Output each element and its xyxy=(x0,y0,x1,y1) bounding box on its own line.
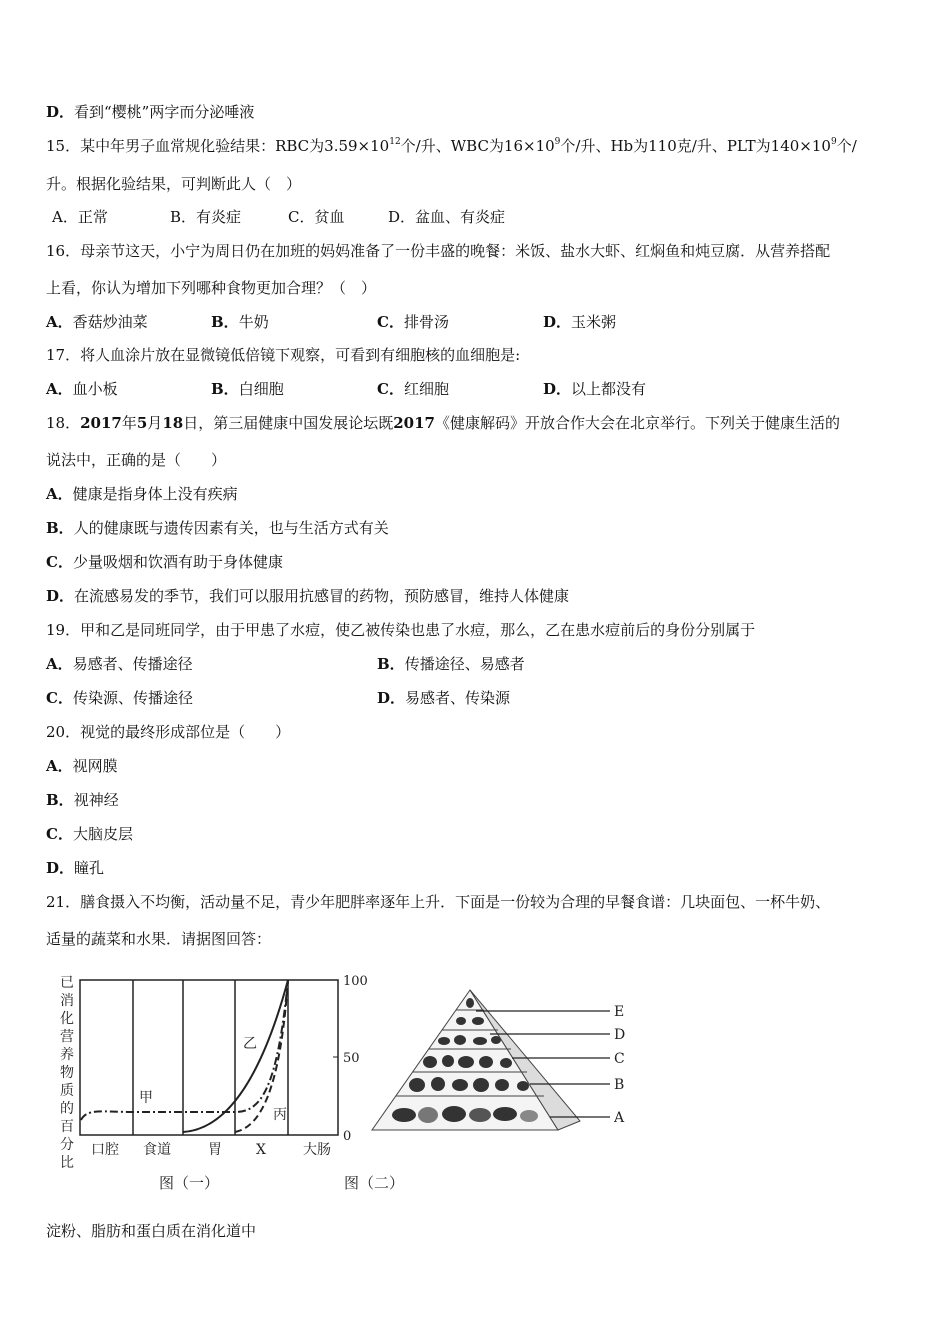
q18-year: 2017 xyxy=(80,414,122,432)
q18-option-b xyxy=(46,518,389,538)
figure-2-food-pyramid xyxy=(330,978,640,1198)
q20-option-c xyxy=(46,824,133,844)
x-label-stomach: 胃 xyxy=(208,1142,222,1158)
option-letter: D． xyxy=(377,689,406,707)
y-label-char: 物 xyxy=(60,1065,74,1081)
q18-text-4: 《健康解码》开放合作大会在北京举行。下列关于健康生活的 xyxy=(434,414,840,432)
grape-icon xyxy=(495,1079,509,1091)
fruit-icon xyxy=(409,1078,425,1092)
fruit-icon xyxy=(442,1055,454,1067)
q16-option-b xyxy=(211,312,269,332)
x-label-large-intestine: 大肠 xyxy=(303,1142,331,1158)
option-letter: C． xyxy=(46,689,73,707)
option-text: 易感者、传播途径 xyxy=(72,655,193,673)
fruit-icon xyxy=(517,1081,529,1091)
option-letter: B． xyxy=(211,313,239,331)
curve-label-bing: 丙 xyxy=(273,1107,287,1123)
option-text: 健康是指身体上没有疾病 xyxy=(72,485,238,503)
option-letter: A． xyxy=(46,757,73,775)
y-label-char: 质 xyxy=(60,1083,74,1099)
q15-stem-line2: 升。根据化验结果，可判断此人（ ） xyxy=(46,175,302,193)
q18-text-2: 月 xyxy=(147,414,163,432)
option-letter: D． xyxy=(543,380,572,398)
option-letter: C． xyxy=(377,380,404,398)
curve-label-yi: 乙 xyxy=(243,1036,257,1052)
option-letter: D． xyxy=(46,103,75,121)
option-text: 传播途径、易感者 xyxy=(404,655,525,673)
q18-option-a xyxy=(46,484,238,504)
vegetable-icon xyxy=(423,1056,437,1068)
x-label-esophagus: 食道 xyxy=(143,1142,171,1158)
q15-text-4: 个/ xyxy=(836,137,857,155)
q18-text-3: 日，第三届健康中国发展论坛既 xyxy=(183,414,394,432)
q17-option-d xyxy=(543,379,646,399)
option-letter: B． xyxy=(46,519,74,537)
option-text: 在流感易发的季节，我们可以服用抗感冒的药物，预防感冒，维持人体健康 xyxy=(74,587,570,605)
q20-option-b xyxy=(46,790,119,810)
level-label-d: D xyxy=(614,1027,626,1043)
grape-icon xyxy=(500,1058,512,1068)
option-letter: D． xyxy=(543,313,572,331)
q18-stem-line1 xyxy=(46,413,840,433)
option-text: 白细胞 xyxy=(238,380,284,398)
option-letter: A． xyxy=(46,380,73,398)
option-letter: B． xyxy=(377,655,405,673)
option-letter: A． xyxy=(46,313,73,331)
figure-2-caption: 图（二） xyxy=(344,1174,405,1192)
y-axis-label xyxy=(60,975,74,1171)
y-label-char: 分 xyxy=(60,1137,74,1153)
q15-stem-line1 xyxy=(46,136,857,156)
option-text: 易感者、传染源 xyxy=(405,689,511,707)
fruit-icon xyxy=(479,1056,493,1068)
option-text: 视网膜 xyxy=(72,757,118,775)
grain-icon xyxy=(493,1107,517,1121)
level-label-b: B xyxy=(614,1077,625,1093)
option-letter: C． xyxy=(46,825,73,843)
option-letter: C． xyxy=(377,313,404,331)
option-letter: D． xyxy=(46,587,75,605)
option-text: 人的健康既与遗传因素有关，也与生活方式有关 xyxy=(73,519,389,537)
option-letter: B． xyxy=(46,791,74,809)
y-label-char: 百 xyxy=(60,1119,74,1135)
q16-option-d xyxy=(543,312,616,332)
q15-exponent-2: 9 xyxy=(554,137,561,147)
q19-option-d xyxy=(377,688,510,708)
q17-stem: 17．将人血涂片放在显微镜低倍镜下观察，可看到有细胞核的血细胞是: xyxy=(46,346,521,364)
q20-stem: 20．视觉的最终形成部位是（ ） xyxy=(46,723,291,741)
option-text: 红细胞 xyxy=(403,380,449,398)
rice-icon xyxy=(469,1108,491,1122)
option-text: 以上都没有 xyxy=(571,380,647,398)
bread-icon xyxy=(418,1107,438,1123)
q15-option-a: A．正常 xyxy=(52,208,108,226)
option-letter: A． xyxy=(46,655,73,673)
q18-year-2: 2017 xyxy=(393,414,435,432)
y-label-char: 比 xyxy=(60,1155,74,1171)
egg-icon xyxy=(454,1035,466,1045)
x-label-mouth: 口腔 xyxy=(91,1142,119,1158)
bread-icon xyxy=(442,1106,466,1122)
q18-option-d xyxy=(46,586,569,606)
level-label-a: A xyxy=(614,1110,625,1126)
level-label-c: C xyxy=(614,1051,625,1067)
q18-text-1: 年 xyxy=(121,414,137,432)
q15-exponent-1: 12 xyxy=(389,137,401,147)
q15-exponent-3: 9 xyxy=(830,137,837,147)
fruit-icon xyxy=(473,1078,489,1092)
option-text: 排骨汤 xyxy=(403,313,449,331)
q15-text-3: 个/升、Hb为110克/升、PLT为140×10 xyxy=(560,137,831,155)
option-text: 大脑皮层 xyxy=(72,825,133,843)
q18-number: 18． xyxy=(46,414,81,432)
y-label-char: 消 xyxy=(60,993,74,1009)
vegetable-icon xyxy=(458,1056,474,1068)
fish-icon xyxy=(438,1037,450,1045)
option-text: 香菇炒油菜 xyxy=(72,313,148,331)
q15-option-b: B．有炎症 xyxy=(170,208,242,226)
y-label-char: 化 xyxy=(60,1011,74,1027)
y-tick-50: 50 xyxy=(343,1051,360,1066)
rice-icon xyxy=(520,1110,538,1122)
y-label-char: 养 xyxy=(60,1047,74,1063)
y-tick-0: 0 xyxy=(343,1129,352,1144)
oil-icon xyxy=(466,998,474,1008)
q19-option-a xyxy=(46,654,193,674)
option-text: 玉米粥 xyxy=(571,313,617,331)
q15-option-c: C．贫血 xyxy=(288,208,345,226)
option-text: 视神经 xyxy=(73,791,119,809)
q18-month: 5 xyxy=(136,414,148,432)
option-text: 看到“樱桃”两字而分泌唾液 xyxy=(74,103,255,121)
figure-1-caption: 图（一） xyxy=(159,1174,220,1192)
q14-option-d xyxy=(46,102,254,122)
y-label-char: 的 xyxy=(60,1101,74,1117)
option-letter: D． xyxy=(46,859,75,877)
q21-stem-line2: 适量的蔬菜和水果．请据图回答： xyxy=(46,930,272,948)
meat-icon xyxy=(491,1036,501,1044)
q17-option-b xyxy=(211,379,284,399)
y-label-char: 已 xyxy=(60,975,74,991)
q15-text-2: 个/升、WBC为16×10 xyxy=(400,137,555,155)
q18-stem-line2: 说法中，正确的是（ ） xyxy=(46,451,227,469)
q19-option-b xyxy=(377,654,525,674)
q19-stem: 19．甲和乙是同班同学，由于甲患了水痘，使乙被传染也患了水痘，那么，乙在患水痘前后的身份分别属于 xyxy=(46,621,756,639)
q16-option-a xyxy=(46,312,148,332)
q20-option-d xyxy=(46,858,104,878)
q20-option-a xyxy=(46,756,118,776)
q16-stem-line2: 上看，你认为增加下列哪种食物更加合理？（ ） xyxy=(46,279,377,297)
grain-icon xyxy=(392,1108,416,1122)
q18-option-c xyxy=(46,552,283,572)
vegetable-icon xyxy=(431,1077,445,1091)
y-tick-100: 100 xyxy=(343,974,368,989)
curve-label-jia: 甲 xyxy=(139,1090,153,1106)
meat-icon xyxy=(473,1037,487,1045)
q16-option-c xyxy=(377,312,449,332)
option-letter: C． xyxy=(46,553,73,571)
vegetable-icon xyxy=(452,1079,468,1091)
option-text: 牛奶 xyxy=(238,313,269,331)
q17-option-c xyxy=(377,379,449,399)
option-text: 瞳孔 xyxy=(74,859,105,877)
option-letter: A． xyxy=(46,485,73,503)
level-label-e: E xyxy=(614,1004,625,1020)
option-letter: B． xyxy=(211,380,239,398)
milk-icon xyxy=(456,1017,466,1025)
q18-day: 18 xyxy=(162,414,184,432)
q21-stem-line1: 21．膳食摄入不均衡，活动量不足，青少年肥胖率逐年上升．下面是一份较为合理的早餐食谱：几块面包、一杯牛奶、 xyxy=(46,893,831,911)
q15-text-1: 15．某中年男子血常规化验结果：RBC为3.59×10 xyxy=(46,137,390,155)
q16-stem-line1: 16．母亲节这天，小宁为周日仍在加班的妈妈准备了一份丰盛的晚餐：米饭、盐水大虾、红焖鱼和炖豆腐．从营养搭配 xyxy=(46,242,831,260)
option-text: 传染源、传播途径 xyxy=(72,689,193,707)
x-label-x: X xyxy=(256,1142,266,1158)
q15-option-d: D．盆血、有炎症 xyxy=(388,208,506,226)
y-label-char: 营 xyxy=(60,1029,74,1045)
option-text: 血小板 xyxy=(72,380,118,398)
option-text: 少量吸烟和饮酒有助于身体健康 xyxy=(72,553,283,571)
q17-option-a xyxy=(46,379,118,399)
q19-option-c xyxy=(46,688,193,708)
bean-icon xyxy=(472,1017,484,1025)
q21-sub-question: 淀粉、脂肪和蛋白质在消化道中 xyxy=(46,1222,257,1240)
